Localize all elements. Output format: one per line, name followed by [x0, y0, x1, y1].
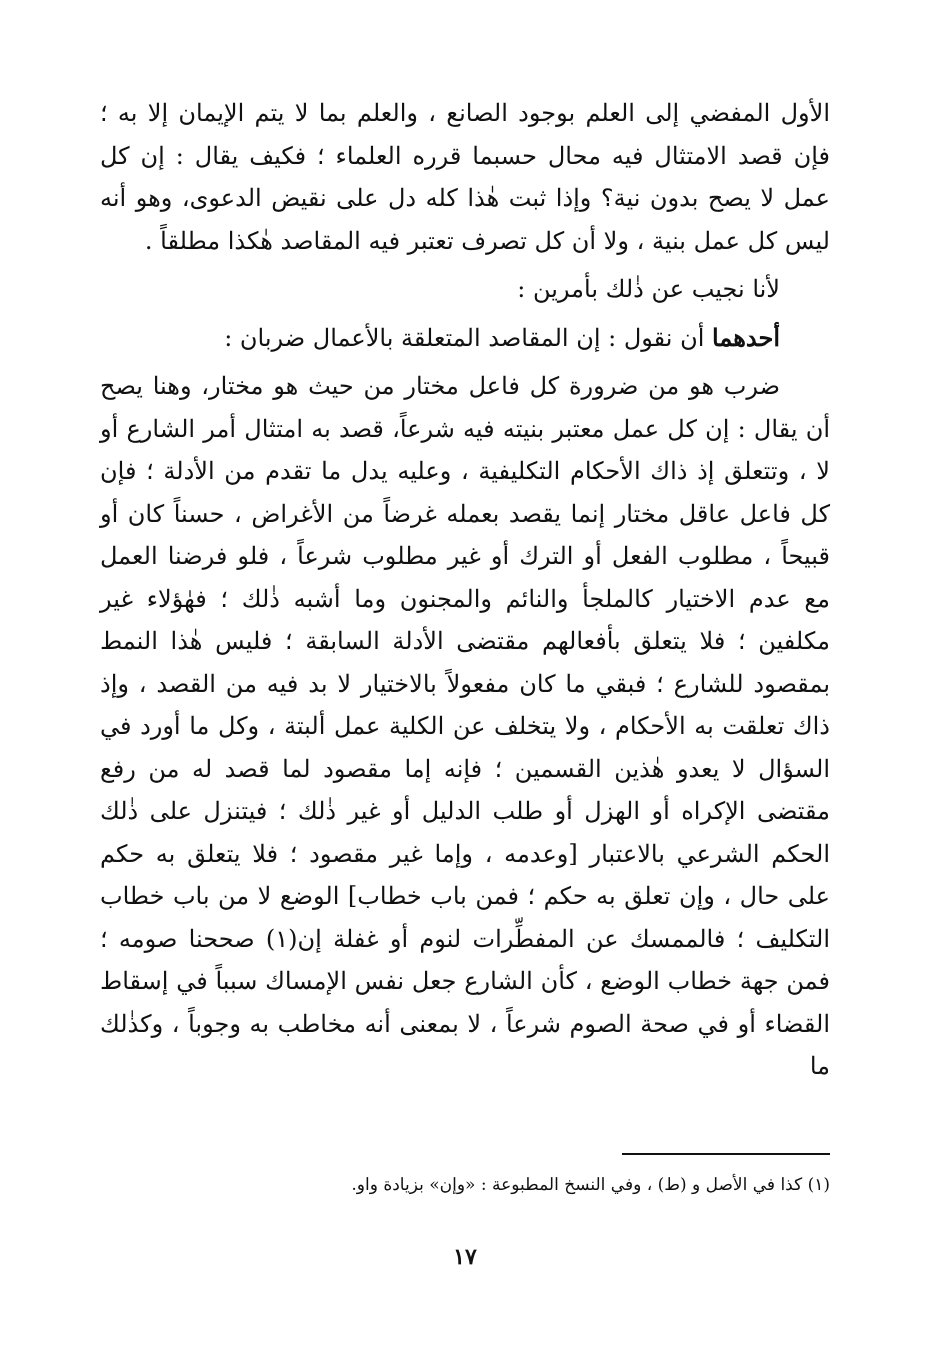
page-number: ١٧ [453, 1244, 477, 1270]
footnote: (١) كذا في الأصل و (ط) ، وفي النسخ المطبوعة : «وإن» بزيادة واو. [351, 1175, 830, 1195]
footnote-separator [622, 1153, 830, 1155]
paragraph-3-lead: أحدهما [712, 322, 780, 352]
paragraph-3 [100, 317, 830, 360]
paragraph-3-rest: أن نقول : إن المقاصد المتعلقة بالأعمال ضربان : [224, 323, 713, 352]
paragraph-1: الأول المفضي إلى العلم بوجود الصانع ، والعلم بما لا يتم الإيمان إلا به ؛ فإن قصد الامتثال فيه محال حسبما قرره العلماء ؛ فكيف يقال : إن كل عمل لا يصح بدون نية؟ وإذا ثبت هٰذا كله دل على نقيض الدعوى، وهو أنه ليس كل عمل بنية ، ولا أن كل تصرف تعتبر فيه المقاصد هٰكذا مطلقاً . [100, 99, 830, 255]
paragraph-4: ضرب هو من ضرورة كل فاعل مختار من حيث هو مختار، وهنا يصح أن يقال : إن كل عمل معتبر بنيته فيه شرعاً، قصد به امتثال أمر الشارع أو لا ، وتتعلق إذ ذاك الأحكام التكليفية ، وعليه يدل ما تقدم من الأدلة ؛ فإن كل فاعل عاقل مختار إنما يقصد بعمله غرضاً من الأغراض ، حسناً كان أو قبيحاً ، مطلوب الفعل أو الترك أو غير مطلوب شرعاً ، فلو فرضنا العمل مع عدم الاختيار كالملجأ والنائم والمجنون وما أشبه ذٰلك ؛ فهٰؤلاء غير مكلفين ؛ فلا يتعلق بأفعالهم مقتضى الأدلة السابقة ؛ فليس هٰذا النمط بمقصود للشارع ؛ فبقي ما كان مفعولاً بالاختيار لا بد فيه من القصد ، وإذ ذاك تعلقت به الأحكام ، ولا يتخلف عن الكلية عمل ألبتة ، وكل ما أورد في السؤال لا يعدو هٰذين القسمين ؛ فإنه إما مقصود لما قصد له من رفع مقتضى الإكراه أو الهزل أو طلب الدليل أو غير ذٰلك ؛ فيتنزل على ذٰلك الحكم الشرعي بالاعتبار [وعدمه ، وإما غير مقصود ؛ فلا يتعلق به حكم على حال ، وإن تعلق به حكم ؛ فمن باب خطاب] الوضع لا من باب خطاب التكليف ؛ فالممسك عن المفطِّرات لنوم أو غفلة إن(١) صححنا صومه ؛ فمن جهة خطاب الوضع ، كأن الشارع جعل نفس الإمساك سبباً في إسقاط القضاء أو في صحة الصوم شرعاً ، لا بمعنى أنه مخاطب به وجوباً ، وكذٰلك ما [100, 372, 830, 1080]
paragraph-2: لأنا نجيب عن ذٰلك بأمرين : [517, 275, 780, 303]
